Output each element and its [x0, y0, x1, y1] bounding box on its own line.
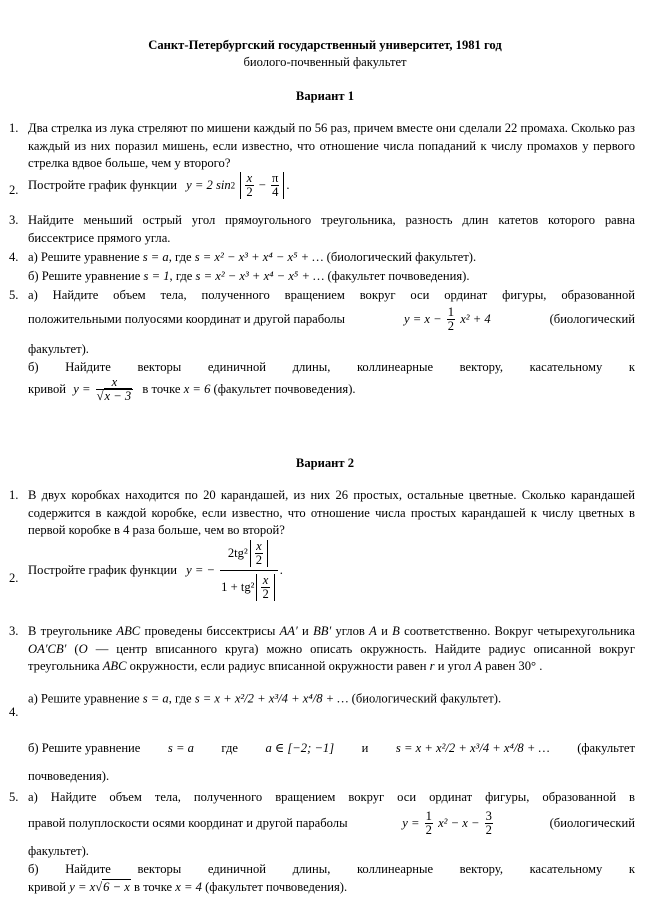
v2-problem-2-number: 2. — [9, 571, 19, 585]
v2-problem-3-number: 3. — [9, 624, 19, 638]
v1-problem-1-text: Два стрелка из лука стреляют по мишени каждый по 56 раз, причем вместе они сделали 22 промаха. Сколько раз каждый из них поразил мишень, если известно, что отношение числа попаданий к числу промахов у первого стрелка вдвое больше, чем у второго? — [28, 121, 635, 170]
v2-problem-4-number: 4. — [9, 705, 19, 719]
v2-problem-1-number: 1. — [9, 488, 19, 502]
v2-problem-5a-line2: правой полуплоскости осями координат и другой параболы y = $\frac{1}{2}$ x² − x − $\frac{3}{2}$ (биологический — [28, 809, 635, 837]
v1-problem-5b-line1: б) Найдите векторы единичной длины, коллинеарные вектору, касательному к — [28, 360, 635, 374]
university-title: Санкт-Петербургский государственный университет, 1981 год — [148, 38, 502, 52]
v1-problem-2-text: Постройте график функции — [28, 177, 177, 192]
v1-problem-4b: б) Решите уравнение s = 1, где s = x² − x³ + x⁴ − x⁵ + … (факультет почвоведения). — [28, 269, 470, 283]
v1-problem-5b-line2: кривой y = $\frac{x}{√x - 3}$ в точке x = 6 (факультет почвоведения). — [28, 375, 356, 403]
v1-problem-5a-line2: положительными полуосями координат и другой параболы y = x − $\frac{1}{2}$ x² + 4 (биологический — [28, 305, 635, 333]
v2-problem-2-fraction: 2tg² $\frac{x}{2}$ 1 + tg² $\frac{x}{2}$ — [220, 540, 278, 601]
v1-problem-2-abs: $\frac{x}{2}$ − $\frac{\pi}{4}$ — [240, 172, 284, 199]
v1-problem-4-number: 4. — [9, 250, 19, 264]
v2-problem-4b-line2: почвоведения). — [28, 769, 110, 783]
v2-problem-3-text: В треугольнике ABC проведены биссектрисы AA′ и BB′ углов A и B соответственно. Вокруг четырехугольника OA′CB′ (O — центр вписанного круга) можно описать окружность. Найдите радиус описанной вокруг треугольника ABC окружности, если радиус вписанной окружности равен r и угол A равен 30° . — [28, 624, 635, 673]
v2-problem-4a: а) Решите уравнение s = a, где s = x + x²/2 + x³/4 + x⁴/8 + … (биологический факультет). — [28, 691, 502, 706]
v1-problem-1-number: 1. — [9, 121, 19, 135]
v2-problem-5a-line1: а) Найдите объем тела, полученного вращением вокруг оси ординат фигуры, образованной в — [28, 790, 635, 804]
v1-problem-4a: а) Решите уравнение s = a, где s = x² − x³ + x⁴ − x⁵ + … (биологический факультет). — [28, 250, 477, 264]
v2-problem-5b-line1: б) Найдите векторы единичной длины, коллинеарные вектору, касательному к — [28, 862, 635, 876]
v1-problem-5-number: 5. — [9, 288, 19, 302]
v1-problem-3-text: Найдите меньший острый угол прямоугольного треугольника, разность длин катетов которого равна биссектрисе прямого угла. — [28, 213, 635, 245]
v2-problem-5-number: 5. — [9, 790, 19, 804]
faculty-subtitle: биолого-почвенный факультет — [243, 55, 407, 69]
v1-problem-2-number: 2. — [9, 183, 19, 197]
v2-problem-5b-line2: кривой y = x√6 − x в точке x = 4 (факультет почвоведения). — [28, 880, 348, 894]
v2-problem-5a-line3: факультет). — [28, 844, 89, 858]
v1-problem-5a-line1: а) Найдите объем тела, полученного вращением вокруг оси ординат фигуры, образованной — [28, 288, 635, 302]
v2-problem-2: Постройте график функции y = − 2tg² $\frac{x}{2}$ 1 + tg² $\frac{x}{2}$ . — [28, 539, 283, 601]
v2-problem-4b: б) Решите уравнение s = a где a ∈ [−2; −1] и s = x + x²/2 + x³/4 + x⁴/8 + … (факультет — [28, 741, 635, 755]
variant-1-title: Вариант 1 — [295, 89, 355, 103]
variant-2-title: Вариант 2 — [295, 456, 355, 470]
v1-problem-2-func: y = 2 sin — [186, 177, 231, 192]
v1-problem-3-number: 3. — [9, 213, 19, 227]
v2-problem-1-text: В двух коробках находится по 20 карандашей, из них 26 простых, остальные цветные. Сколько карандашей содержится в каждой коробке, если известно, что отношение числа простых карандашей к числу цветных в первой коробке в 4 раза больше, чем во второй? — [28, 488, 635, 537]
v1-problem-5a-line3: факультет). — [28, 342, 89, 356]
v1-problem-2: Постройте график функции y = 2 sin2 $\frac{x}{2}$ − $\frac{\pi}{4}$ . — [28, 171, 290, 199]
